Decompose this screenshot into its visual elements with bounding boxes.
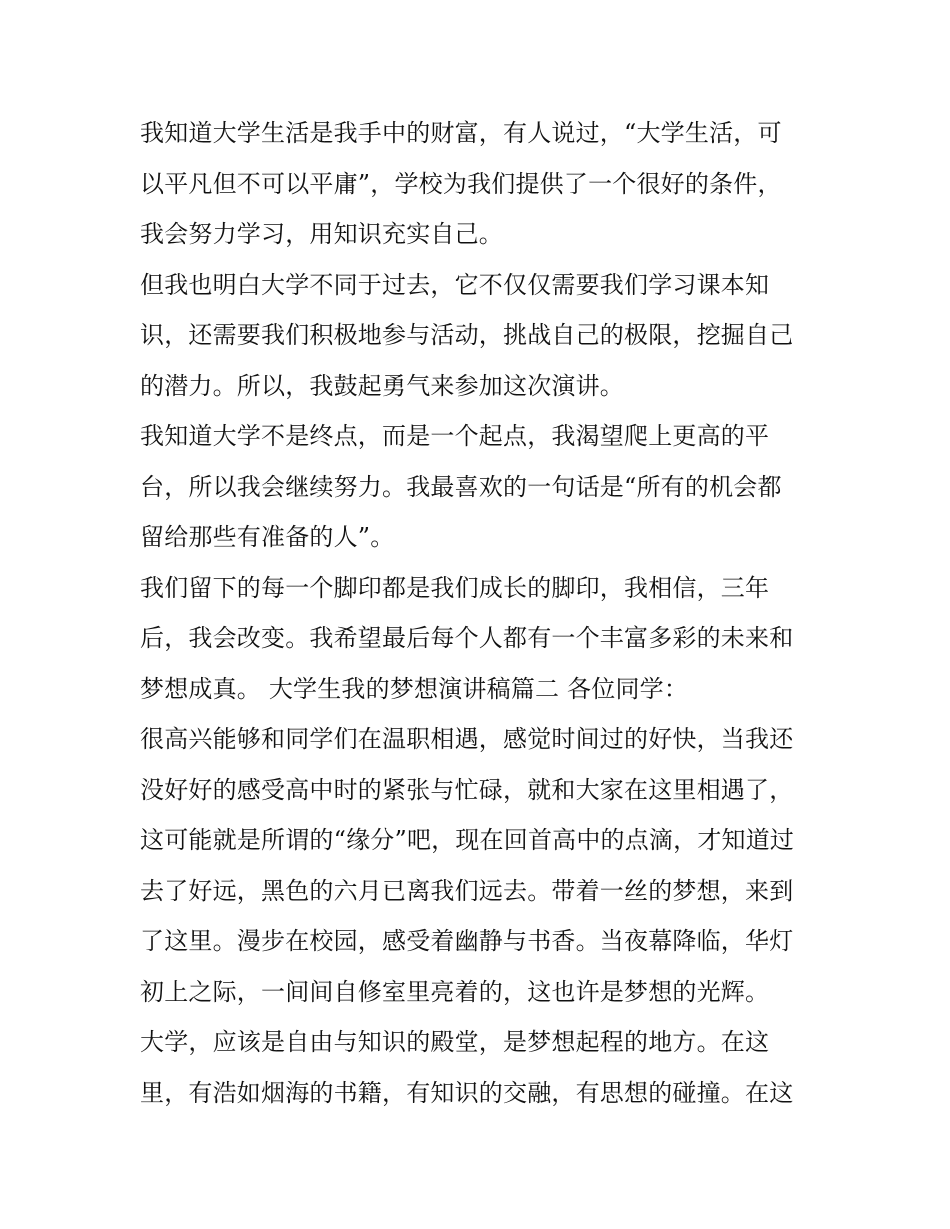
text-line: 我知道大学不是终点，而是一个起点，我渴望爬上更高的平	[140, 422, 770, 450]
text-line: 梦想成真。 大学生我的梦想演讲稿篇二 各位同学：	[140, 674, 689, 703]
text-line: 台，所以我会继续努力。我最喜欢的一句话是“所有的机会都	[140, 472, 782, 501]
text-line: 我会努力学习，用知识充实自己。	[140, 220, 503, 248]
text-line: 以平凡但不可以平庸”，学校为我们提供了一个很好的条件，	[140, 169, 782, 198]
text-line: 这可能就是所谓的“缘分”吧，现在回首高中的点滴，才知道过	[140, 826, 795, 854]
text-line: 大学，应该是自由与知识的殿堂，是梦想起程的地方。在这	[140, 1028, 770, 1056]
text-line: 留给那些有准备的人”。	[140, 523, 395, 551]
text-line: 没好好的感受高中时的紧张与忙碌，就和大家在这里相遇了，	[140, 775, 794, 804]
text-line: 里，有浩如烟海的书籍，有知识的交融，有思想的碰撞。在这	[140, 1078, 794, 1107]
text-line: 的潜力。所以，我鼓起勇气来参加这次演讲。	[140, 371, 624, 400]
text-line: 但我也明白大学不同于过去，它不仅仅需要我们学习课本知	[140, 270, 770, 299]
text-line: 去了好远，黑色的六月已离我们远去。带着一丝的梦想，来到	[140, 876, 794, 905]
text-line: 识，还需要我们积极地参与活动，挑战自己的极限，挖掘自己	[140, 321, 794, 349]
text-line: 我们留下的每一个脚印都是我们成长的脚印，我相信，三年	[140, 573, 770, 602]
body-text	[140, 108, 820, 1118]
text-line: 我知道大学生活是我手中的财富，有人说过，“大学生活，可	[140, 119, 782, 147]
text-line: 后，我会改变。我希望最后每个人都有一个丰富多彩的未来和	[140, 624, 794, 652]
text-line: 初上之际，一间间自修室里亮着的，这也许是梦想的光辉。	[140, 977, 770, 1006]
text-line: 了这里。漫步在校园，感受着幽静与书香。当夜幕降临，华灯	[140, 927, 794, 955]
text-line: 很高兴能够和同学们在温职相遇，感觉时间过的好快，当我还	[140, 725, 794, 753]
